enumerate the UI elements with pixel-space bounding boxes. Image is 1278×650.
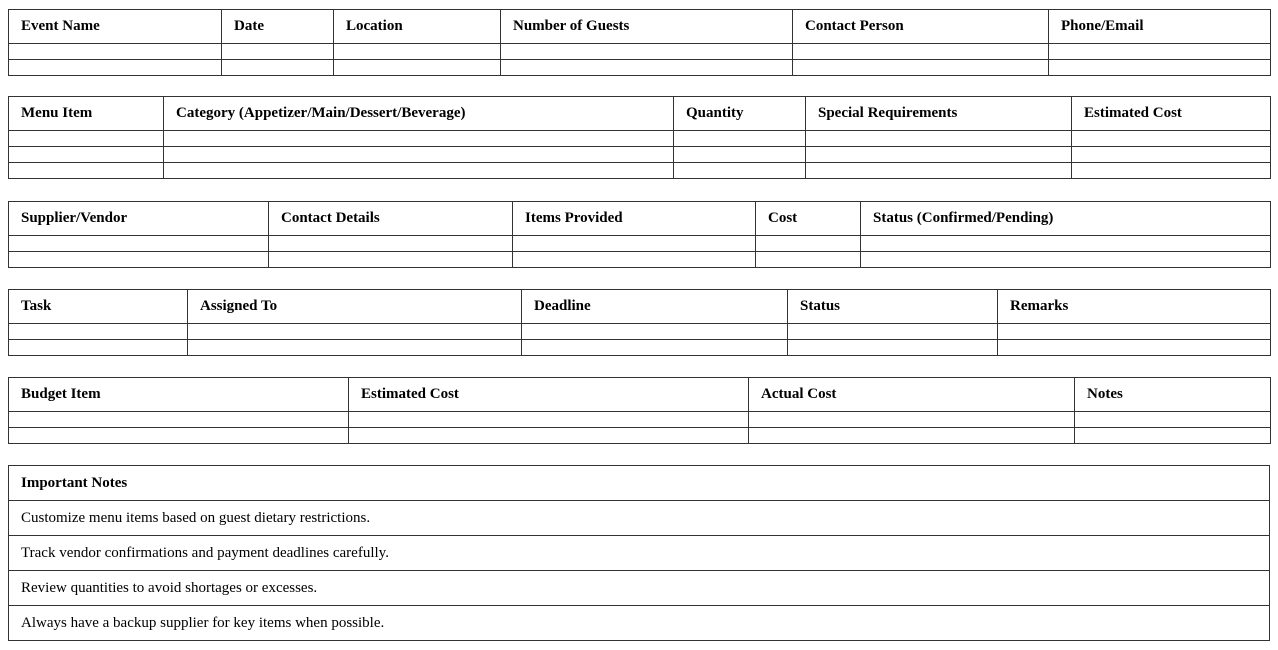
header-contact-person: Contact Person (793, 10, 1049, 44)
cell[interactable] (674, 147, 806, 163)
cell[interactable] (861, 236, 1271, 252)
table-row (9, 324, 1271, 340)
cell[interactable] (861, 252, 1271, 268)
important-notes-table (8, 465, 1270, 641)
header-estimated-cost: Estimated Cost (349, 378, 749, 412)
header-supplier-vendor: Supplier/Vendor (9, 202, 269, 236)
table-row (9, 340, 1271, 356)
cell[interactable] (756, 236, 861, 252)
note-row (9, 606, 1270, 641)
cell[interactable] (793, 44, 1049, 60)
cell[interactable] (501, 60, 793, 76)
note-text: Always have a backup supplier for key items when possible. (9, 606, 1270, 641)
cell[interactable] (9, 236, 269, 252)
note-row (9, 571, 1270, 606)
cell[interactable] (806, 163, 1072, 179)
cell[interactable] (9, 412, 349, 428)
cell[interactable] (349, 428, 749, 444)
note-text: Track vendor confirmations and payment deadlines carefully. (9, 536, 1270, 571)
cell[interactable] (164, 163, 674, 179)
cell[interactable] (513, 252, 756, 268)
header-phone-email: Phone/Email (1049, 10, 1271, 44)
header-status: Status (788, 290, 998, 324)
cell[interactable] (222, 44, 334, 60)
table-row (9, 428, 1271, 444)
cell[interactable] (788, 340, 998, 356)
cell[interactable] (998, 340, 1271, 356)
cell[interactable] (522, 324, 788, 340)
cell[interactable] (1075, 428, 1271, 444)
table-header-row (9, 378, 1271, 412)
header-assigned-to: Assigned To (188, 290, 522, 324)
cell[interactable] (334, 44, 501, 60)
header-event-name: Event Name (9, 10, 222, 44)
cell[interactable] (164, 131, 674, 147)
cell[interactable] (269, 236, 513, 252)
cell[interactable] (513, 236, 756, 252)
cell[interactable] (749, 428, 1075, 444)
cell[interactable] (756, 252, 861, 268)
cell[interactable] (9, 324, 188, 340)
header-date: Date (222, 10, 334, 44)
menu-table (8, 96, 1271, 179)
table-header-row (9, 10, 1271, 44)
table-row (9, 412, 1271, 428)
cell[interactable] (334, 60, 501, 76)
cell[interactable] (188, 324, 522, 340)
cell[interactable] (1072, 147, 1271, 163)
header-remarks: Remarks (998, 290, 1271, 324)
table-header-row (9, 466, 1270, 501)
cell[interactable] (9, 163, 164, 179)
event-details-table (8, 9, 1271, 76)
cell[interactable] (222, 60, 334, 76)
cell[interactable] (793, 60, 1049, 76)
header-category: Category (Appetizer/Main/Dessert/Beverage) (164, 97, 674, 131)
cell[interactable] (998, 324, 1271, 340)
cell[interactable] (9, 147, 164, 163)
header-budget-item: Budget Item (9, 378, 349, 412)
table-header-row (9, 290, 1271, 324)
header-quantity: Quantity (674, 97, 806, 131)
table-row (9, 252, 1271, 268)
cell[interactable] (1049, 44, 1271, 60)
header-cost: Cost (756, 202, 861, 236)
header-location: Location (334, 10, 501, 44)
cell[interactable] (164, 147, 674, 163)
cell[interactable] (1075, 412, 1271, 428)
note-row (9, 501, 1270, 536)
table-row (9, 131, 1271, 147)
header-items-provided: Items Provided (513, 202, 756, 236)
cell[interactable] (1072, 131, 1271, 147)
table-header-row (9, 202, 1271, 236)
cell[interactable] (9, 340, 188, 356)
cell[interactable] (749, 412, 1075, 428)
cell[interactable] (674, 131, 806, 147)
table-header-row (9, 97, 1271, 131)
note-row (9, 536, 1270, 571)
header-contact-details: Contact Details (269, 202, 513, 236)
cell[interactable] (9, 131, 164, 147)
table-row (9, 60, 1271, 76)
header-status: Status (Confirmed/Pending) (861, 202, 1271, 236)
table-row (9, 147, 1271, 163)
cell[interactable] (1049, 60, 1271, 76)
header-notes: Notes (1075, 378, 1271, 412)
table-row (9, 236, 1271, 252)
cell[interactable] (522, 340, 788, 356)
cell[interactable] (674, 163, 806, 179)
cell[interactable] (9, 428, 349, 444)
header-menu-item: Menu Item (9, 97, 164, 131)
cell[interactable] (1072, 163, 1271, 179)
table-row (9, 163, 1271, 179)
cell[interactable] (9, 44, 222, 60)
cell[interactable] (788, 324, 998, 340)
cell[interactable] (9, 60, 222, 76)
header-task: Task (9, 290, 188, 324)
note-text: Review quantities to avoid shortages or excesses. (9, 571, 1270, 606)
header-estimated-cost: Estimated Cost (1072, 97, 1271, 131)
header-important-notes: Important Notes (9, 466, 1270, 501)
task-table (8, 289, 1271, 356)
supplier-table (8, 201, 1271, 268)
cell[interactable] (349, 412, 749, 428)
cell[interactable] (9, 252, 269, 268)
note-text: Customize menu items based on guest dietary restrictions. (9, 501, 1270, 536)
header-deadline: Deadline (522, 290, 788, 324)
cell[interactable] (188, 340, 522, 356)
cell[interactable] (269, 252, 513, 268)
cell[interactable] (501, 44, 793, 60)
header-actual-cost: Actual Cost (749, 378, 1075, 412)
cell[interactable] (806, 147, 1072, 163)
budget-table (8, 377, 1271, 444)
table-row (9, 44, 1271, 60)
cell[interactable] (806, 131, 1072, 147)
header-special-requirements: Special Requirements (806, 97, 1072, 131)
header-number-of-guests: Number of Guests (501, 10, 793, 44)
